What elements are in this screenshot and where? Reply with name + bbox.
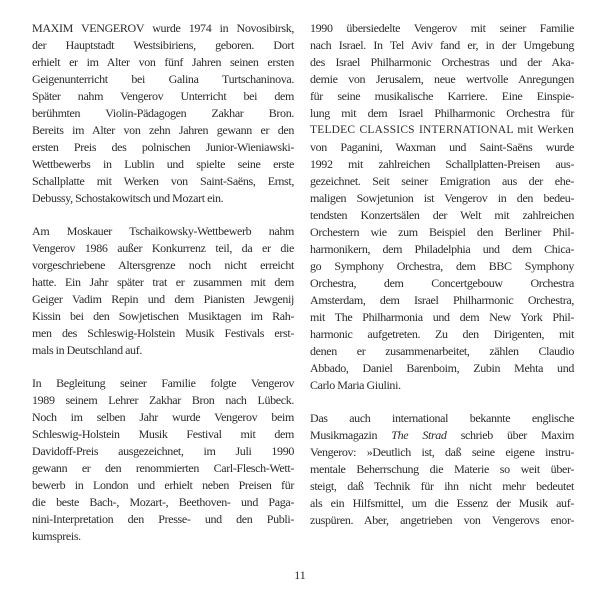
text-line: nach Israel. In Tel Aviv fand er, in der Umgebung	[310, 38, 574, 52]
text-line: Später nahm Vengerov Unterricht bei dem	[32, 89, 294, 103]
text-line: von Paganini, Waxman und Saint-Saëns wurde	[310, 140, 574, 154]
text-line: vorgeschriebene Altersgrenze noch nicht erreicht	[32, 258, 294, 272]
text-line: Vengerov 1986 außer Konkurrenz teil, da er die	[32, 241, 294, 255]
text-line: Am Moskauer Tschaikowsky-Wettbewerb nahm	[32, 224, 294, 238]
paragraph-tschaikowsky	[32, 223, 294, 359]
text-line: hatte. Ein Jahr später trat er zusammen mit dem	[32, 275, 294, 289]
paragraph-israel	[310, 20, 574, 394]
text-line: ersten Preis des polnischen Junior-Wieniawski-	[32, 140, 294, 154]
text-line: MAXIM VENGEROV wurde 1974 in Novosibirsk,	[32, 21, 294, 35]
text-line: men des Schleswig-Holstein Musik Festivals erst-	[32, 326, 294, 340]
text-line: gezeichnet. Seit seiner Emigration aus der ehe-	[310, 174, 574, 188]
text-line: harmonikern, dem Philadelphia und dem Chica-	[310, 242, 574, 256]
paragraph-luebeck	[32, 375, 294, 545]
text-line: mentale Beherrschung die Materie so weit über-	[310, 462, 574, 476]
text-line: Vengerov: »Deutlich ist, daß seine eigene instru-	[310, 445, 574, 459]
text-line: Orchestern wie zum Beispiel den Berliner Phil-	[310, 225, 574, 239]
text-line: Geiger Vadim Repin und dem Pianisten Jewgenij	[32, 292, 294, 306]
text-line: 1992 mit zahlreichen Schallplatten-Preisen aus-	[310, 157, 574, 171]
text-line: berühmten Violin-Pädagogen Zakhar Bron.	[32, 106, 294, 120]
paragraph-the-strad	[310, 410, 574, 529]
text-line: zuspüren. Aber, angetrieben von Vengerovs enor-	[310, 513, 574, 527]
text-line: Carlo Maria Giulini.	[310, 378, 401, 392]
right-column	[310, 20, 574, 545]
text-line: TELDEC CLASSICS INTERNATIONAL mit Werken	[310, 124, 574, 136]
text-line: gewann er den renommierten Carl-Flesch-Wett-	[32, 461, 294, 475]
text-line: mit The Philharmonia und dem New York Phil-	[310, 310, 574, 324]
text-line: erhielt er im Alter von fünf Jahren seinen ersten	[32, 55, 294, 69]
page-number: 11	[294, 568, 306, 582]
magazine-title: The Strad	[391, 428, 447, 442]
text-line: die beste Bach-, Mozart-, Beethoven- und Paga-	[32, 495, 294, 509]
text-line: Geigenunterricht bei Galina Turtschaninova.	[32, 72, 294, 86]
text-line: tendsten Konzertsälen der Welt mit zahlreichen	[310, 208, 574, 222]
text-line: Schleswig-Holstein Musik Festival mit dem	[32, 427, 294, 441]
text-line: für seine musikalische Karriere. Eine Einspie-	[310, 89, 574, 103]
text-line: Noch im selben Jahr wurde Vengerov beim	[32, 410, 294, 424]
text-line: Bereits im Alter von zehn Jahren gewann er den	[32, 123, 294, 137]
text-line: Davidoff-Preis ausgezeichnet, im Juli 1990	[32, 444, 294, 458]
text-line: Das auch international bekannte englische	[310, 411, 574, 425]
text-line: kumspreis.	[32, 529, 81, 543]
text-line: Debussy, Schostakowitsch und Mozart ein.	[32, 191, 224, 205]
text-line: Orchestra, dem Concertgebouw Orchestra	[310, 276, 574, 290]
text-segment: Musikmagazin	[310, 428, 392, 442]
text-line: nini-Interpretation den Presse- und den Publi-	[32, 512, 294, 526]
text-line: harmonic aufgetreten. Zu den Dirigenten, mit	[310, 327, 574, 341]
text-line: 1989 seinem Lehrer Zakhar Bron nach Lübeck.	[32, 393, 294, 407]
text-line: des Israel Philharmonic Orchestras und der Aka-	[310, 55, 574, 69]
text-line: der Hauptstadt Westsibiriens, geboren. Dort	[32, 38, 294, 52]
text-line: Abbado, Daniel Barenboim, Zubin Mehta und	[310, 361, 574, 375]
text-line: Kissin bei den Sowjetischen Musiktagen im Rah-	[32, 309, 294, 323]
text-line: Amsterdam, dem Israel Philharmonic Orchestra,	[310, 293, 574, 307]
text-line: als ein Hilfsmittel, um die Essenz der Musik auf-	[310, 496, 574, 510]
text-line: In Begleitung seiner Familie folgte Vengerov	[32, 376, 294, 390]
text-line: mals in Deutschland auf.	[32, 343, 143, 357]
text-line: go Symphony Orchestra, dem BBC Symphony	[310, 259, 574, 273]
text-line: lung mit dem Israel Philharmonic Orchestra für	[310, 106, 574, 120]
text-line: bewerb in London und erhielt neben Preisen für	[32, 478, 294, 492]
text-line: Schallplatte mit Werken von Saint-Saëns, Ernst,	[32, 174, 294, 188]
text-line: steigt, daß Technik für ihn nicht mehr bedeutet	[310, 479, 574, 493]
text-line: maligen Sowjetunion ist Vengerov in den bedeu-	[310, 191, 574, 205]
left-column	[32, 20, 294, 561]
text-segment: schrieb über Maxim	[446, 428, 574, 442]
text-line: Wettbewerbs in Lublin und spielte seine erste	[32, 157, 294, 171]
text-line: denen er zusammenarbeitet, zählen Claudio	[310, 344, 574, 358]
paragraph-biography-early	[32, 20, 294, 207]
text-line	[310, 427, 574, 444]
text-line: 1990 übersiedelte Vengerov mit seiner Familie	[310, 21, 574, 35]
text-line: demie von Jerusalem, neue wertvolle Anregungen	[310, 72, 574, 86]
